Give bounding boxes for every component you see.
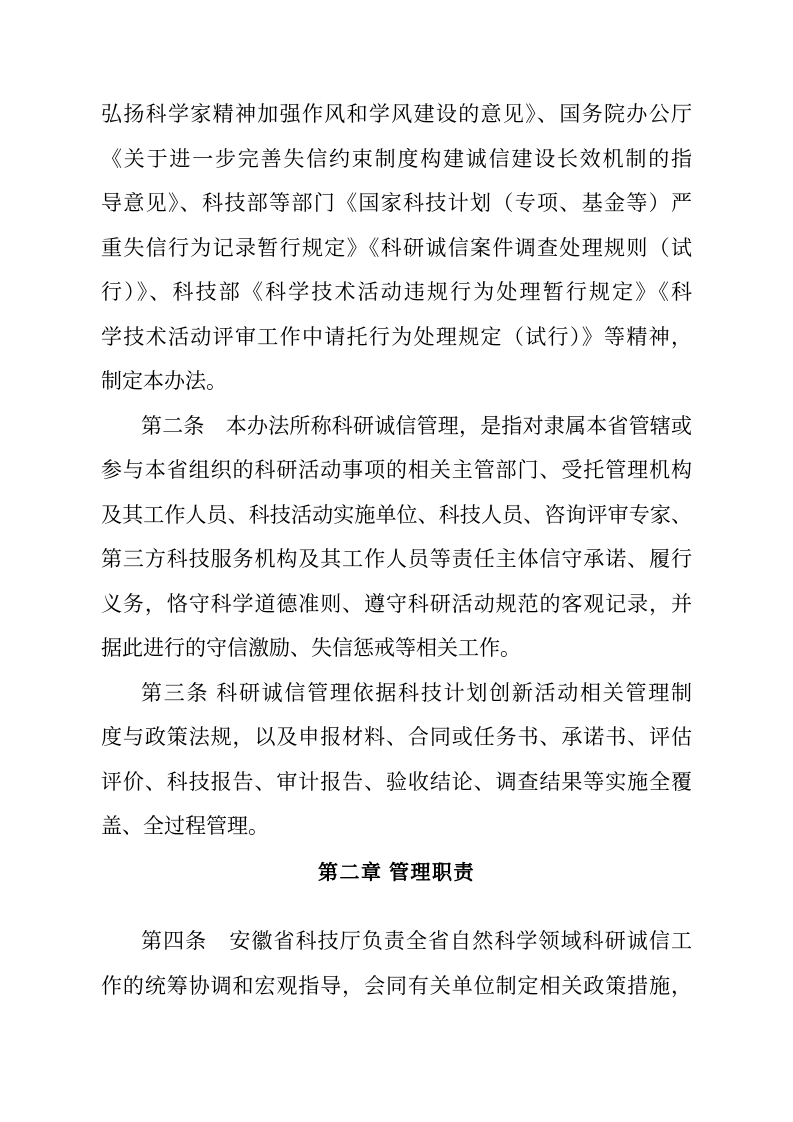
text-line: 导意见》、科技部等部门《国家科技计划（专项、基金等）严: [101, 191, 692, 215]
text-line: 及其工作人员、科技活动实施单位、科技人员、咨询评审专家、: [101, 502, 692, 527]
text-line: 第四条 安徽省科技厅负责全省自然科学领域科研诚信工: [141, 929, 692, 953]
text-line: 重失信行为记录暂行规定》《科研诚信案件调查处理规则（试: [101, 235, 692, 260]
text-line: 据此进行的守信激励、失信惩戒等相关工作。: [101, 636, 521, 660]
text-line: 行）》、科技部《科学技术活动违规行为处理暂行规定》《科: [101, 280, 692, 304]
text-line: 第二条 本办法所称科研诚信管理，是指对隶属本省管辖或: [141, 413, 692, 438]
text-line: 盖、全过程管理。: [101, 814, 269, 838]
text-line: 评价、科技报告、审计报告、验收结论、调查结果等实施全覆: [101, 769, 692, 794]
text-line: 《关于进一步完善失信约束制度构建诚信建设长效机制的指: [101, 146, 692, 171]
text-line: 作的统筹协调和宏观指导，会同有关单位制定相关政策措施，: [101, 973, 692, 998]
text-line: 度与政策法规，以及申报材料、合同或任务书、承诺书、评估: [101, 725, 692, 749]
text-line: 制定本办法。: [101, 369, 227, 393]
text-line: 第三方科技服务机构及其工作人员等责任主体信守承诺、履行: [101, 547, 692, 571]
text-line: 参与本省组织的科研活动事项的相关主管部门、受托管理机构: [101, 458, 692, 482]
text-line: 第三条 科研诚信管理依据科技计划创新活动相关管理制: [141, 680, 692, 705]
document-body: [101, 92, 692, 1008]
text-line: 学技术活动评审工作中请托行为处理规定（试行）》等精神，: [101, 324, 692, 349]
text-line: 弘扬科学家精神加强作风和学风建设的意见》、国务院办公厅: [101, 102, 692, 126]
chapter-heading: 第二章 管理职责: [318, 861, 475, 884]
text-line: 义务，恪守科学道德准则、遵守科研活动规范的客观记录，并: [101, 591, 692, 616]
